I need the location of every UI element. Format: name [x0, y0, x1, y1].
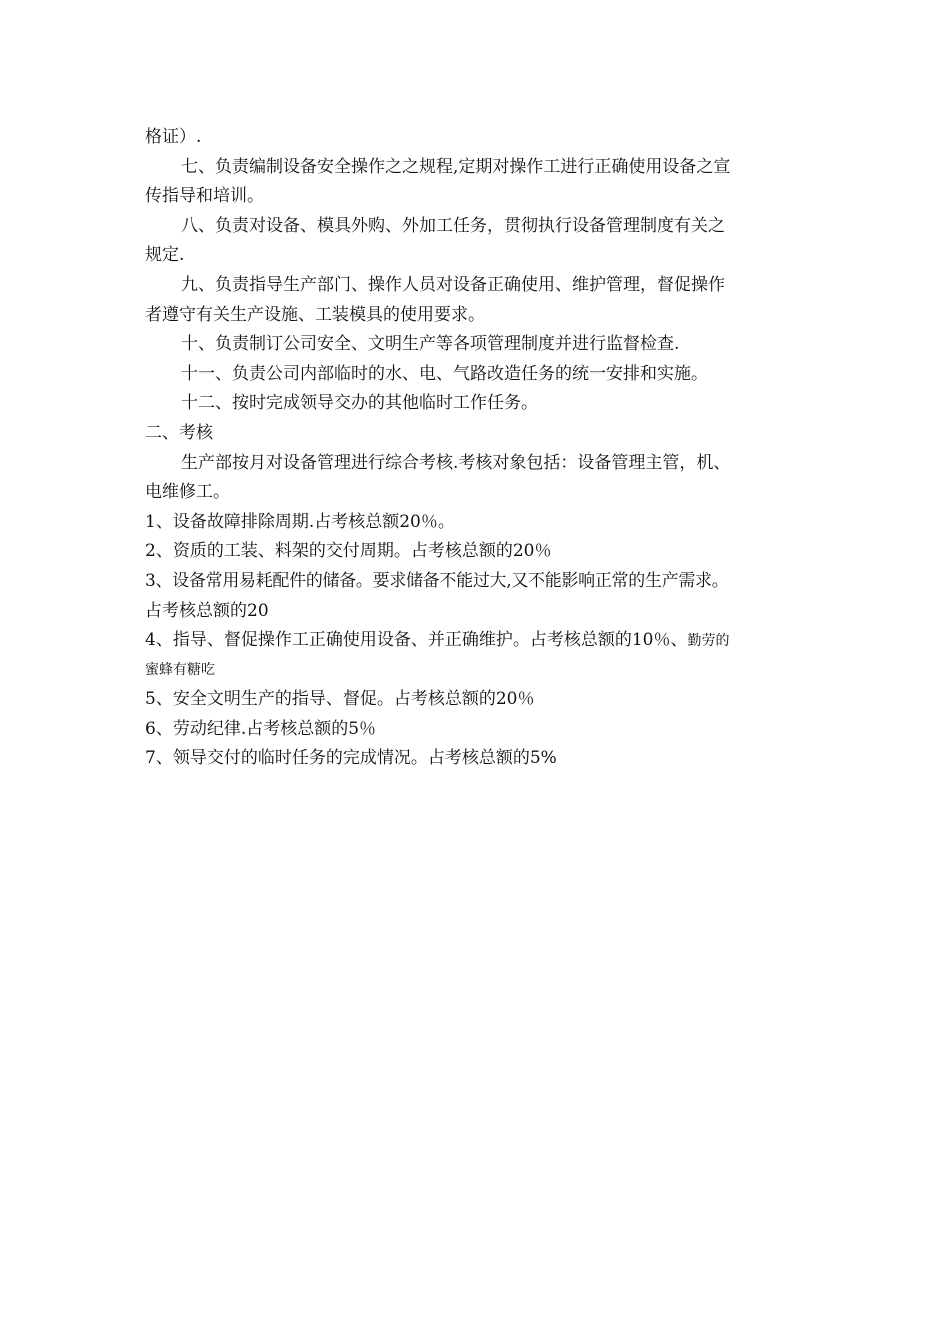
- text-line-small: 蜜蜂有糖吃: [145, 661, 215, 678]
- assessment-item-4-note: 勤劳的: [687, 633, 730, 650]
- section-intro: 生产部按月对设备管理进行综合考核.考核对象包括：设备管理主管，机、: [181, 452, 731, 473]
- text-line: 规定.: [145, 245, 185, 266]
- text-line: 电维修工。: [145, 482, 230, 503]
- document-body: [145, 123, 825, 774]
- assessment-item-6: 6、劳动纪律.占考核总额的5％: [145, 718, 377, 739]
- text-line: 者遵守有关生产设施、工装模具的使用要求。: [145, 304, 485, 325]
- text-line: 传指导和培训。: [145, 186, 264, 207]
- section-heading: 二、考核: [145, 422, 213, 443]
- text-line: 占考核总额的20: [145, 600, 269, 621]
- paragraph-item-8: 八、负责对设备、模具外购、外加工任务，贯彻执行设备管理制度有关之: [181, 215, 725, 236]
- text-line: 格证）.: [145, 127, 202, 147]
- paragraph-item-11: 十一、负责公司内部临时的水、电、气路改造任务的统一安排和实施。: [181, 363, 708, 384]
- assessment-item-3: 3、设备常用易耗配件的储备。要求储备不能过大,又不能影响正常的生产需求。: [145, 570, 729, 591]
- assessment-item-7: 7、领导交付的临时任务的完成情况。占考核总额的5%: [145, 748, 557, 769]
- assessment-item-1: 1、设备故障排除周期.占考核总额20％。: [145, 511, 455, 532]
- paragraph-item-10: 十、负责制订公司安全、文明生产等各项管理制度并进行监督检查.: [181, 334, 680, 355]
- assessment-item-4: [145, 626, 825, 656]
- paragraph-item-12: 十二、按时完成领导交办的其他临时工作任务。: [181, 393, 538, 414]
- assessment-item-2: 2、资质的工装、料架的交付周期。占考核总额的20％: [145, 541, 552, 562]
- paragraph-item-7: 七、负责编制设备安全操作之之规程,定期对操作工进行正确使用设备之宣: [181, 156, 731, 177]
- assessment-item-5: 5、安全文明生产的指导、督促。占考核总额的20％: [145, 689, 535, 710]
- paragraph-item-9: 九、负责指导生产部门、操作人员对设备正确使用、维护管理，督促操作: [181, 274, 725, 295]
- assessment-item-4-text: 4、指导、督促操作工正确使用设备、并正确维护。占考核总额的10％、: [145, 630, 688, 651]
